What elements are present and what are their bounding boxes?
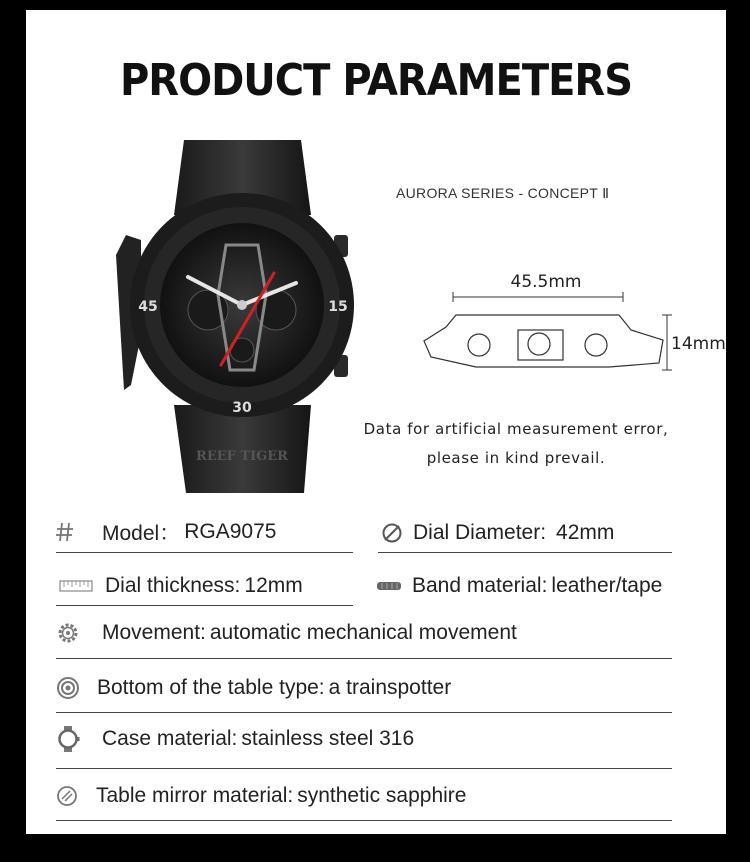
movement-label: Movement:: [102, 621, 206, 644]
caseback-icon: [56, 673, 97, 703]
divider: [56, 712, 672, 713]
divider: [56, 820, 672, 821]
dial-diameter-value: 42mm: [556, 521, 615, 544]
divider: [378, 552, 672, 553]
watch-image: [96, 135, 366, 495]
divider: [56, 552, 353, 553]
bezel-mark-15: 15: [328, 299, 348, 315]
divider: [56, 768, 672, 769]
spec-dial-thickness: [59, 566, 303, 606]
spec-mirror-material: [56, 776, 466, 816]
case-profile: [424, 315, 663, 367]
case-material-value: stainless steel 316: [241, 727, 415, 750]
bottom-type-label: Bottom of the table type:: [97, 676, 325, 699]
spec-bottom-type: [56, 668, 451, 708]
measurement-note: [346, 415, 686, 473]
parameters-page: [26, 10, 726, 834]
band-material-label: Band material:: [412, 574, 548, 597]
note-line-1: Data for artificial measurement error,: [363, 420, 669, 438]
profile-crown: [528, 333, 550, 355]
profile-pusher-right: [585, 334, 607, 356]
model-value: RGA9075: [184, 520, 277, 543]
divider: [56, 605, 353, 606]
hash-icon: [56, 517, 102, 547]
dial-thickness-label: Dial thickness:: [105, 574, 241, 597]
model-label: Model：: [102, 522, 181, 545]
ruler-icon: [59, 571, 105, 601]
bezel-mark-45: 45: [138, 299, 158, 315]
spec-band-material: [376, 566, 662, 606]
band-icon: [376, 571, 412, 601]
crystal-icon: [56, 781, 96, 811]
case-material-label: Case material:: [102, 727, 238, 750]
dimension-diagram: [391, 272, 726, 385]
diameter-icon: [381, 518, 413, 548]
hand-pin: [237, 300, 247, 310]
spec-movement: [56, 613, 517, 653]
bottom-type-value: a trainspotter: [328, 676, 452, 699]
series-label: AURORA SERIES - CONCEPT Ⅱ: [396, 185, 610, 201]
profile-pusher-left: [468, 334, 490, 356]
spec-dial-diameter: [381, 513, 614, 553]
spec-model: [56, 512, 276, 552]
movement-value: automatic mechanical movement: [209, 621, 517, 644]
band-material-value: leather/tape: [551, 574, 663, 597]
dial-diameter-label: Dial Diameter:: [413, 521, 547, 544]
bezel-mark-30: 30: [232, 400, 252, 416]
height-label: 14mm: [671, 334, 726, 354]
mirror-material-label: Table mirror material:: [96, 784, 294, 807]
width-label: 45.5mm: [510, 272, 582, 292]
watch-case-icon: [56, 724, 102, 754]
strap-text: REEF TIGER: [196, 449, 288, 464]
dial-thickness-value: 12mm: [244, 574, 303, 597]
mirror-material-value: synthetic sapphire: [297, 784, 467, 807]
note-line-2: please in kind prevail.: [426, 449, 606, 467]
spec-case-material: [56, 719, 414, 759]
page-title: PRODUCT PARAMETERS: [119, 56, 633, 106]
gear-icon: [56, 618, 102, 648]
divider: [56, 658, 672, 659]
